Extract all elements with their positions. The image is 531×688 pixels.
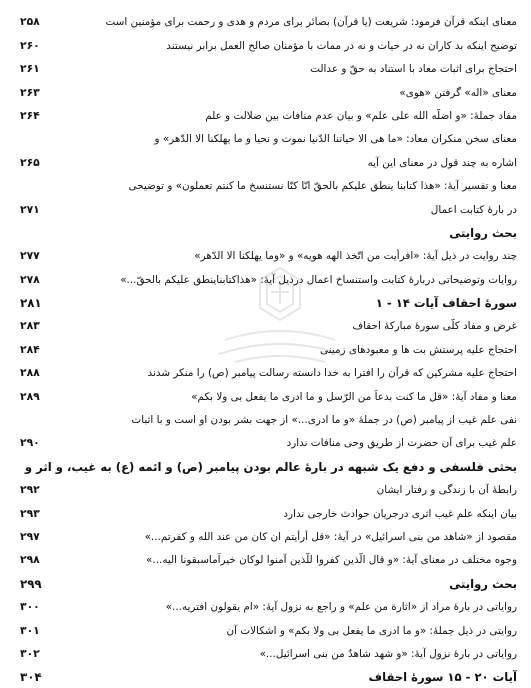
toc-heading-title: بحثی فلسفی و دفع یک شبهه در بارهٔ عالم بودن پیامبر (ص) و ائمه (ع) به غیب، و اثر و [24, 459, 517, 474]
toc-entry-title: معنای «اله» گرفتن «هوی» [399, 86, 517, 99]
toc-entry-title: معنا و تفسیر آیهٔ: «هذا کتابنا ینطق علیکم بالحقّ انّا کنّا نستنسخ ما کنتم تعملون» و توضیحی [128, 180, 517, 193]
toc-page-number: ۲۹۷ [20, 529, 40, 543]
toc-page-number: ۲۶۰ [20, 38, 40, 52]
toc-entry [20, 521, 517, 544]
toc-entry-title: مفاد جملهٔ: «و اضلّه الله علی علم» و بیان عدم منافات بین ضلالت و علم [205, 109, 517, 122]
toc-heading-title: بحث روایتی [449, 576, 517, 591]
toc-entry [20, 29, 517, 52]
toc-entry [20, 333, 517, 356]
toc-page-number: ۲۵۸ [20, 15, 40, 29]
toc-page-number: ۲۶۴ [20, 108, 40, 122]
toc-entry-title: بیان اینکه علم غیب اثری درجریان حوادث خارجی ندارد [283, 507, 517, 520]
toc-entry-title: معنای سخن منکران معاد: «ما هی الا حیاتنا الدّنیا نموت و نحیا و ما یهلکنا الا الدّهر» و [154, 133, 517, 146]
toc-entry-title: معنا و مفاد آیهٔ: «قل ما کنت بدعاً من الرّسل و ما ادری ما یفعل بی ولا بکم» [191, 390, 517, 403]
toc-page-number: ۳۰۱ [20, 623, 40, 637]
toc-entry [20, 497, 517, 520]
toc-entry [20, 638, 517, 661]
toc-entry [20, 240, 517, 263]
toc-section-heading [20, 661, 517, 684]
toc-page-number: ۲۶۵ [20, 155, 40, 169]
toc-entry-title: توضیح اینکه بد کاران نه در حیات و نه در ممات با مؤمنان صالح العمل برابر نیستند [166, 39, 517, 52]
toc-heading-title: سورهٔ احقاف آیات ۱۴ - ۱ [375, 296, 517, 311]
toc-entry-title: احتجاج علیه مشرکین که قرآن را افترا به خدا دانسته رسالت پیامبر (ص) را منکر شدند [147, 367, 517, 380]
toc-entry [20, 123, 517, 146]
toc-entry [20, 53, 517, 76]
toc-entry [20, 591, 517, 614]
toc-page-number: ۲۸۹ [20, 389, 40, 403]
toc-page-number: ۲۸۳ [20, 319, 40, 333]
toc-page-number: ۳۰۰ [20, 600, 40, 614]
toc-entry-title: احتجاج برای اثبات معاد با استناد به حقّ و عدالت [310, 63, 517, 76]
toc-entry-title: روایاتی در بارهٔ مراد از «اثارة من علم» و راجع به نزول آیهٔ: «ام یقولون افتریه...» [165, 601, 517, 614]
toc-entry-title: وجوه مختلف در معنای آیهٔ: «و قال الّذین کفروا للّذین آمنوا لوکان خیراًماسبقونا الیه...» [146, 554, 517, 567]
toc-page-number: ۲۸۴ [20, 342, 40, 356]
toc-entry [20, 100, 517, 123]
toc-entry-title: در بارهٔ کتابت اعمال [430, 203, 517, 216]
toc-entry [20, 614, 517, 637]
toc-entry [20, 427, 517, 450]
toc-entry [20, 6, 517, 29]
toc-heading-title: آیات ۲۰ - ۱۵ سورهٔ احقاف [368, 670, 517, 685]
toc-entry-title: غرض و مفاد کلّی سورهٔ مبارکهٔ احقاف [352, 320, 517, 333]
toc-page-number: ۳۰۲ [20, 646, 40, 660]
toc-entry-title: اشاره به چند قول در معنای این آیه [367, 156, 517, 169]
toc-page-number: ۲۸۱ [20, 296, 42, 311]
toc-entry [20, 310, 517, 333]
toc-entry-title: روایات وتوضیحاتی دربارهٔ کتابت واستنساخ اعمال درذیل آیهٔ: «هذاکتابناینطق علیکم بالحقّ...» [120, 273, 517, 286]
toc-page-number: ۲۹۲ [20, 483, 40, 497]
toc-entry [20, 263, 517, 286]
toc-page-number: ۲۷۷ [20, 249, 40, 263]
toc-page-number: ۲۹۰ [20, 436, 40, 450]
toc-entry-title: رابطهٔ آن با زندگی و رفتار ایشان [376, 484, 517, 497]
toc-page-number: ۲۶۳ [20, 85, 40, 99]
toc-section-heading [20, 450, 517, 473]
toc-section-heading [20, 287, 517, 310]
toc-page-number: ۲۸۸ [20, 366, 40, 380]
toc-section-heading [20, 567, 517, 590]
toc-entry [20, 76, 517, 99]
toc-entry-title: علم غیب برای آن حضرت از طریق وحی منافات ندارد [286, 437, 517, 450]
toc-entry-title: نفی علم غیب از پیامبر (ص) در جملهٔ «و ما ادری...» از جهت بشر بودن او است و با اثبات [131, 414, 517, 427]
toc-page-number: ۲۷۸ [20, 272, 40, 286]
toc-entry [20, 357, 517, 380]
toc-entry-title: چند روایت در ذیل آیهٔ: «افرأیت من اتّخذ الهه هویه» و «وما یهلکنا الا الدّهر» [194, 250, 517, 263]
toc-heading-title: بحث روایتی [449, 225, 517, 240]
toc-entry [20, 404, 517, 427]
toc-entry-title: روایتی در ذیل جملهٔ: «و ما ادری ما یفعل بی ولا بکم» و اشکالات آن [226, 624, 517, 637]
toc-entry [20, 170, 517, 193]
toc-page-number: ۲۹۹ [20, 576, 42, 591]
toc-entry-title: احتجاج علیه پرستش بت ها و معبودهای زمینی [320, 343, 517, 356]
toc-entry [20, 146, 517, 169]
toc-page-number: ۲۹۳ [20, 506, 40, 520]
table-of-contents [20, 6, 517, 684]
toc-entry [20, 544, 517, 567]
toc-page-number: ۲۹۸ [20, 553, 40, 567]
toc-page-number: ۳۰۴ [20, 670, 42, 685]
toc-section-heading [20, 217, 517, 240]
toc-entry [20, 193, 517, 216]
toc-entry-title: مقصود از «شاهد من بنی اسرائیل» در آیهٔ: «قل أرأیتم ان کان من عند الله و کفرتم...» [144, 530, 517, 543]
toc-entry-title: معنای اینکه قرآن فرمود: شریعت (یا قرآن) بصائر برای مردم و هدی و رحمت برای مؤمنین است [105, 16, 517, 29]
toc-entry [20, 380, 517, 403]
toc-entry [20, 474, 517, 497]
toc-page-number: ۲۷۱ [20, 202, 40, 216]
toc-entry-title: روایاتی در بارهٔ نزول آیهٔ: «و شهد شاهدٌ من بنی اسرائیل...» [259, 647, 517, 660]
toc-page-number: ۲۶۱ [20, 62, 40, 76]
